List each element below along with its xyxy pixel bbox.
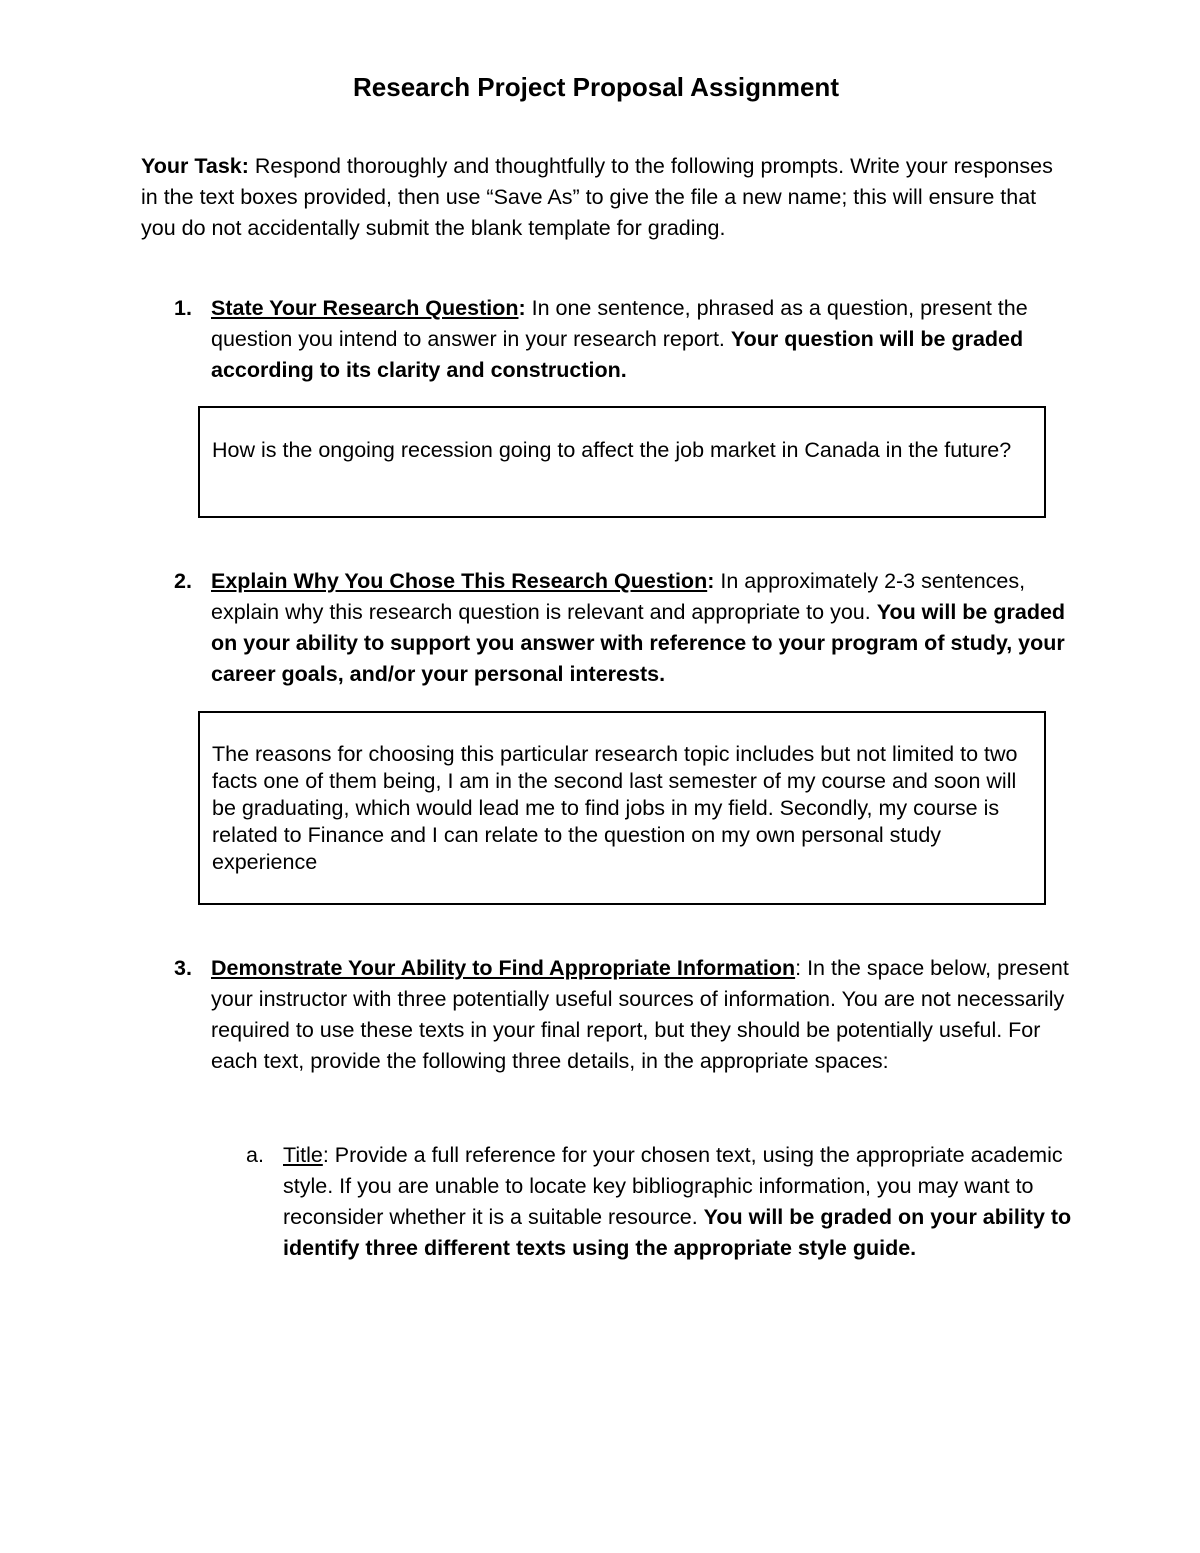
grading-note: You will be graded on your ability to identify three different texts using the appropriate style guide.: [283, 1205, 1072, 1260]
question-2: [174, 566, 1071, 690]
question-heading: Explain Why You Chose This Research Question: [211, 569, 708, 593]
question-1: [174, 293, 1071, 386]
question-heading: Demonstrate Your Ability to Find Appropriate Information: [211, 956, 796, 980]
task-label: Your Task:: [141, 154, 249, 178]
question-colon: :: [707, 569, 715, 593]
page-title: Research Project Proposal Assignment: [353, 72, 839, 102]
grading-note: Your question will be graded according to its clarity and construction.: [211, 327, 1024, 382]
question-3: [174, 953, 1071, 1077]
grading-note: You will be graded on your ability to support you answer with reference to your program of study, your career goals, and/or your personal interests.: [211, 600, 1066, 686]
question-number: 2.: [174, 569, 192, 593]
question-heading: State Your Research Question: [211, 296, 519, 320]
question-text: In the space below, present your instructor with three potentially useful sources of information. You are not necessarily required to use these texts in your final report, but they should be potentially useful. For each text, provide the following three details, in the appropriate spaces:: [211, 956, 1069, 1073]
task-instructions: [141, 151, 1061, 244]
question-text: In approximately 2-3 sentences, explain why this research question is relevant and appropriate to you.: [211, 569, 1026, 624]
question-colon: :: [518, 296, 526, 320]
subitem-letter: a.: [246, 1143, 264, 1167]
subitem-text: : Provide a full reference for your chosen text, using the appropriate academic style. If you are unable to locate key bibliographic information, you may want to reconsider whether it is a suitable resource.: [283, 1143, 1063, 1229]
subitem-a: [246, 1140, 1073, 1264]
question-text: In one sentence, phrased as a question, present the question you intend to answer in your research report.: [211, 296, 1028, 351]
question-number: 3.: [174, 956, 192, 980]
subitem-heading: Title: [283, 1143, 323, 1167]
answer-box-2[interactable]: The reasons for choosing this particular research topic includes but not limited to two facts one of them being, I am in the second last semester of my course and soon will be graduating, which would lead me to find jobs in my field. Secondly, my course is related to Finance and I can relate to the question on my own personal study experience: [198, 711, 1046, 905]
question-colon: :: [795, 956, 802, 980]
answer-box-1[interactable]: How is the ongoing recession going to affect the job market in Canada in the future?: [198, 406, 1046, 518]
question-number: 1.: [174, 296, 192, 320]
task-text: Respond thoroughly and thoughtfully to the following prompts. Write your responses in the text boxes provided, then use “Save As” to give the file a new name; this will ensure that you do not accidentally submit the blank template for grading.: [141, 154, 1053, 240]
